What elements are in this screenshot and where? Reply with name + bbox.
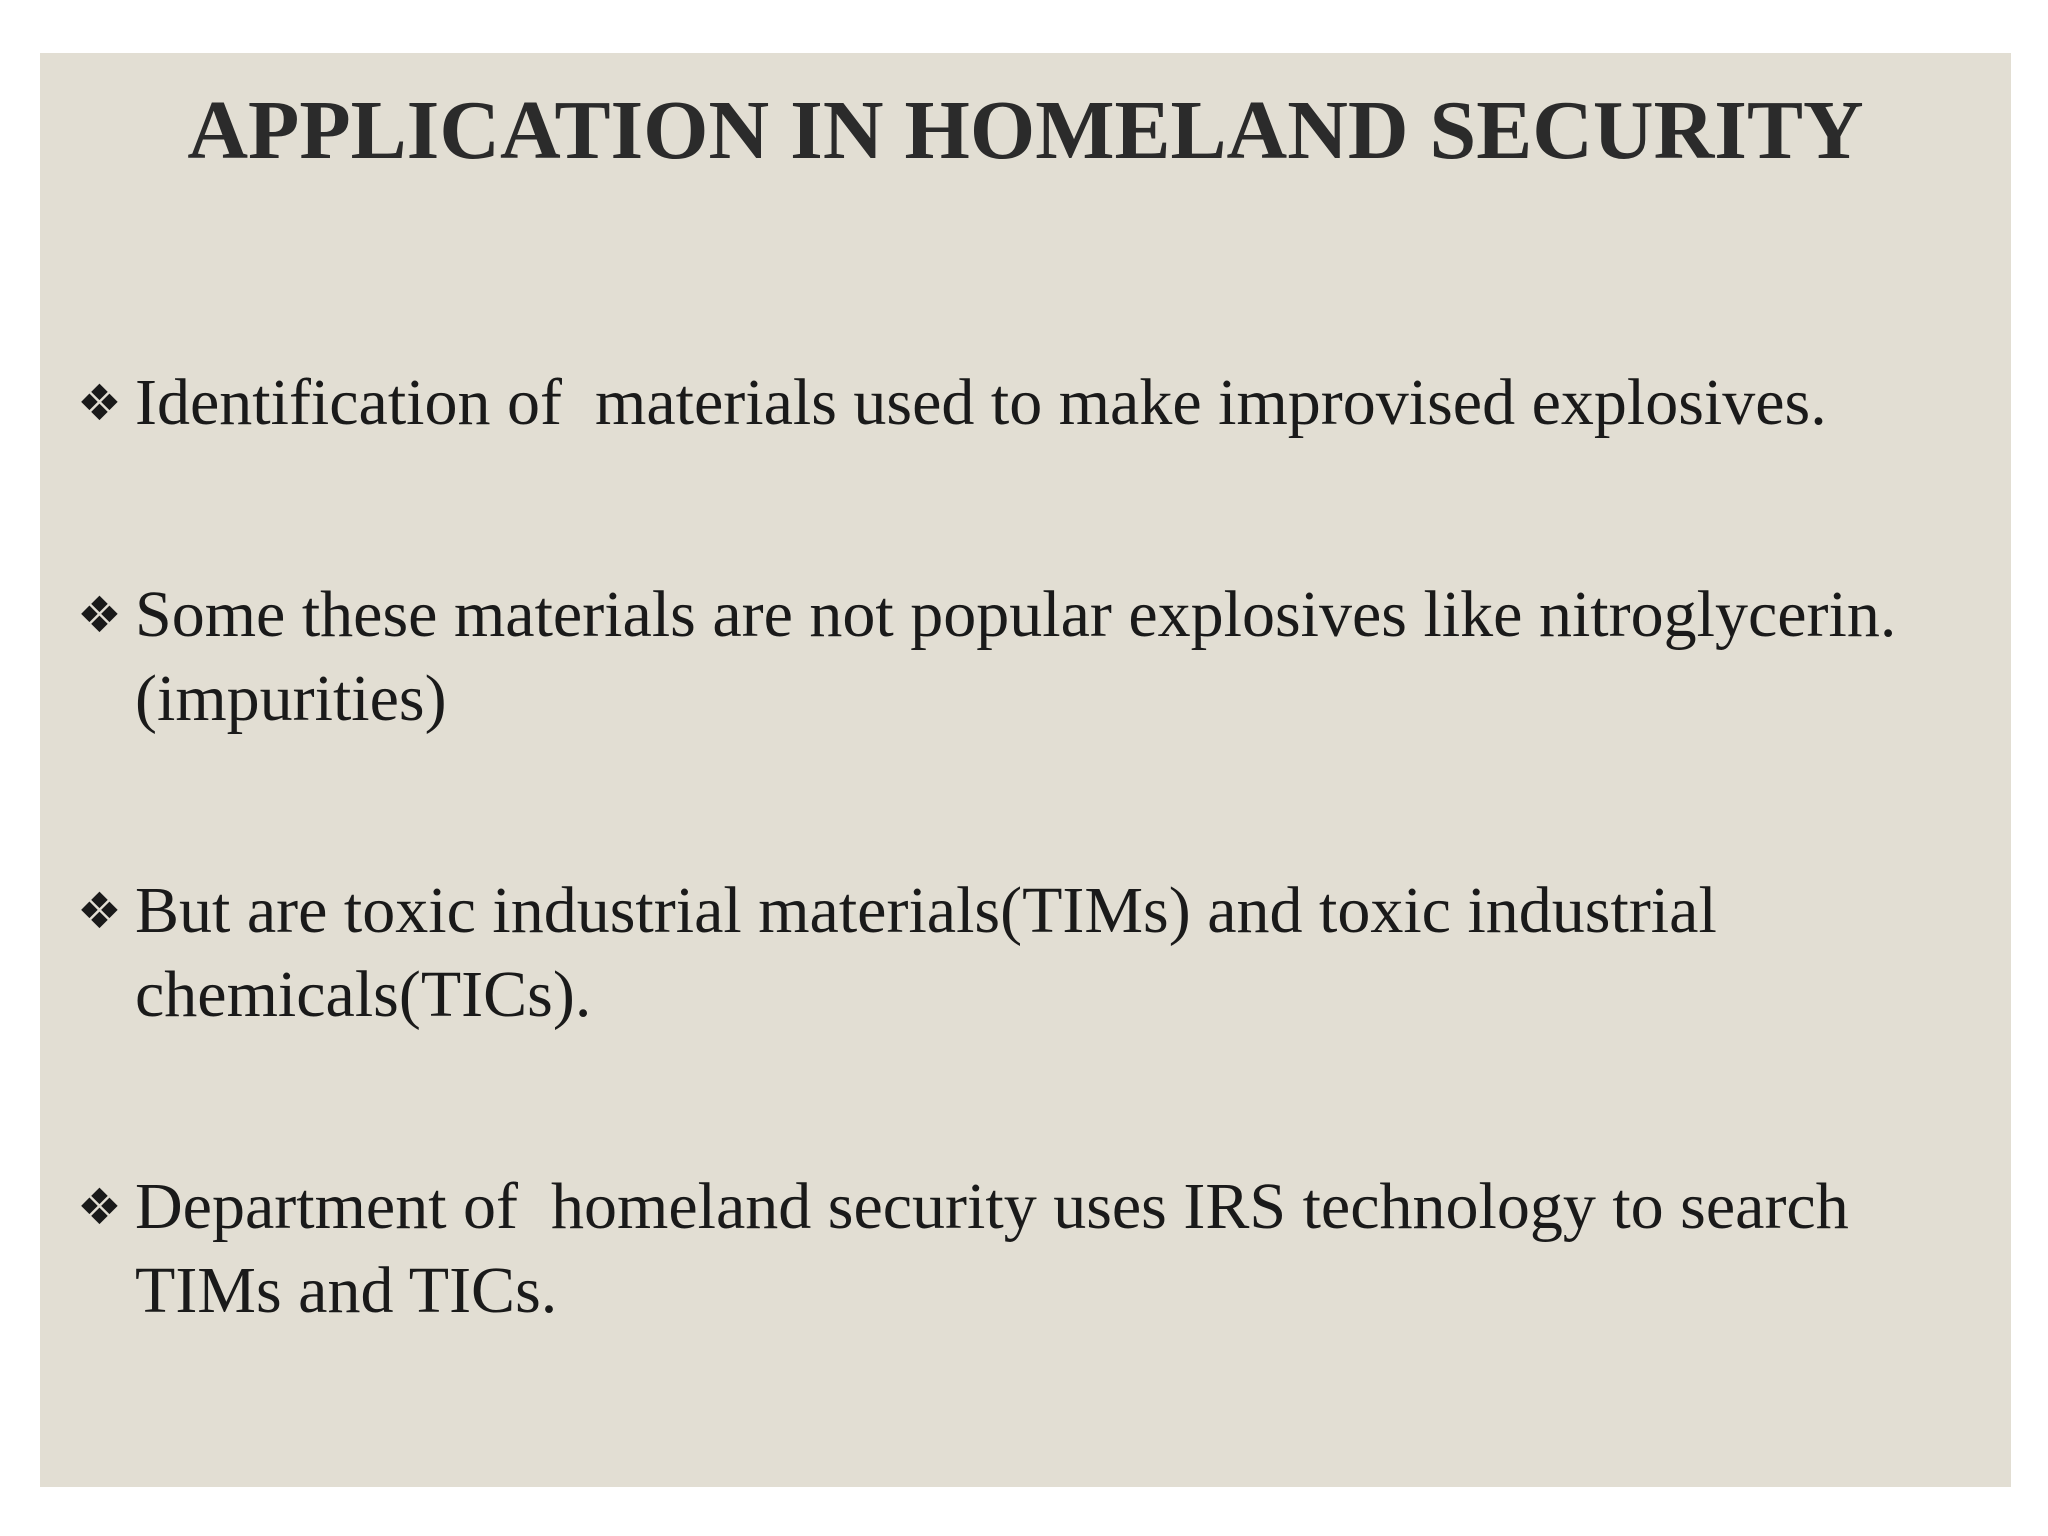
bullet-list	[77, 361, 1977, 1461]
slide	[40, 53, 2011, 1487]
bullet-text: Identification of materials used to make improvised explosives.	[135, 366, 1827, 439]
bullet-text: Some these materials are not popular explosives like nitroglycerin. (impurities)	[135, 578, 1913, 735]
diamond-ornament-icon: ❖	[77, 882, 122, 940]
bullet-text: But are toxic industrial materials(TIMs) and toxic industrial chemicals(TICs).	[135, 874, 1734, 1031]
diamond-ornament-icon: ❖	[77, 586, 122, 644]
bullet-text: Department of homeland security uses IRS technology to search TIMs and TICs.	[135, 1170, 1865, 1327]
diamond-ornament-icon: ❖	[77, 1178, 122, 1236]
bullet-item-2	[77, 573, 1977, 741]
bullet-item-1	[77, 361, 1977, 445]
slide-title: APPLICATION IN HOMELAND SECURITY	[187, 84, 1864, 177]
bullet-item-3	[77, 869, 1977, 1037]
diamond-ornament-icon: ❖	[77, 374, 122, 432]
bullet-item-4	[77, 1165, 1977, 1333]
